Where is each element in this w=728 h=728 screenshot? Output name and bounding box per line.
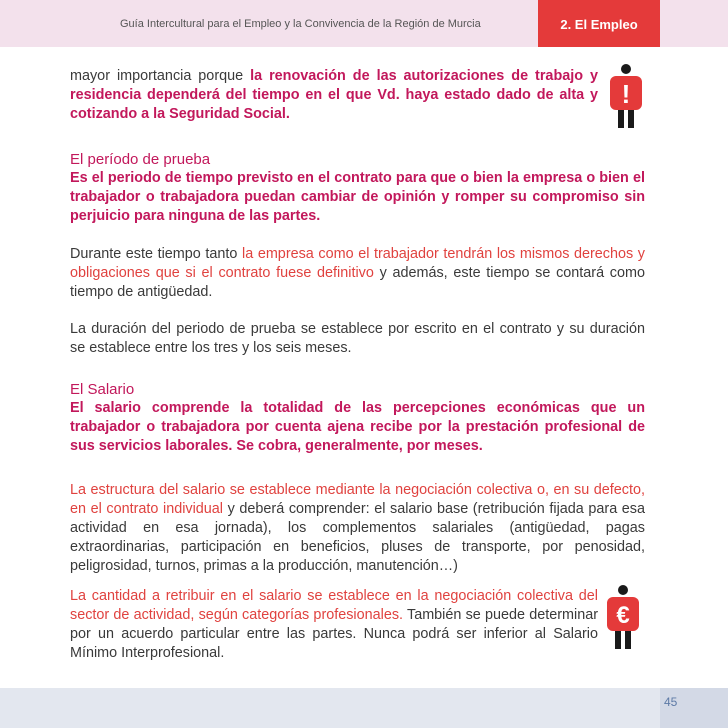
salario-definition: El salario comprende la totalidad de las percepciones económicas que un trabajador o trabajadora por cuenta ajena recibe por la prestación profesional de sus servicios laborales. Se cobra, generalmente, por meses. — [70, 400, 645, 454]
footer-bar — [0, 688, 660, 728]
section-salario — [70, 381, 645, 456]
prueba-definition: Es el periodo de tiempo previsto en el contrato para que o bien la empresa o bien el trabajador o trabajadora puedan cambiar de opinión y romper su compromiso sin perjuicio para ninguna de las partes. — [70, 170, 645, 224]
salario-paragraph-2 — [70, 587, 598, 663]
euro-glyph: € — [616, 602, 630, 629]
salario-p2-a: La cantidad a retribuir en el salario se establece en la negociación colectiva del sector de actividad, según categorías profesionales. — [70, 588, 598, 623]
alert-person-icon — [606, 62, 646, 130]
intro-text: mayor importancia porque — [70, 68, 251, 84]
salario-p1-b: y deberá comprender: el salario base (retribución fijada para esa actividad en esa jornada), los complementos salariales (antigüedad, pagas extraordinarias, participación en beneficios, pluses de transporte, por penosidad, peligrosidad, turnos, primas a la producción, manutención…) — [70, 501, 645, 574]
intro-highlight: la renovación de las autorizaciones de trabajo y residencia dependerá del tiempo en el que Vd. haya estado dado de alta y cotizando a la Seguridad Social. — [70, 68, 598, 122]
intro-paragraph — [70, 67, 598, 124]
salario-paragraph-1 — [70, 481, 645, 576]
prueba-p1-b: la empresa como el trabajador tendrán los mismos derechos y obligaciones que si el contrato fuese definitivo — [70, 246, 645, 281]
prueba-paragraph-2 — [70, 320, 645, 358]
prueba-p1-a: Durante este tiempo tanto — [70, 246, 243, 262]
prueba-p1-c: y además, este tiempo se contará como tiempo de antigüedad. — [70, 265, 645, 300]
alert-glyph: ! — [621, 79, 631, 109]
salario-p1-a: La estructura del salario se establece mediante la negociación colectiva o, en su defecto, en el contrato individual — [70, 482, 645, 517]
salario-p2-b: También se puede determinar por un acuerdo particular entre las partes. Nunca podrá ser inferior al Salario Mínimo Interprofesional. — [70, 607, 599, 661]
header-title: Guía Intercultural para el Empleo y la Convivencia de la Región de Murcia — [120, 18, 481, 30]
euro-person-icon — [603, 583, 643, 651]
prueba-paragraph-1 — [70, 245, 645, 302]
section-prueba — [70, 151, 645, 226]
page-header — [0, 0, 728, 47]
page-number: 45 — [660, 688, 728, 728]
prueba-p2: La duración del periodo de prueba se establece por escrito en el contrato y su duración se establece entre los tres y los seis meses. — [70, 321, 645, 356]
section-tab: 2. El Empleo — [538, 0, 660, 47]
heading-prueba: El período de prueba — [70, 151, 211, 168]
heading-salario: El Salario — [70, 381, 135, 398]
